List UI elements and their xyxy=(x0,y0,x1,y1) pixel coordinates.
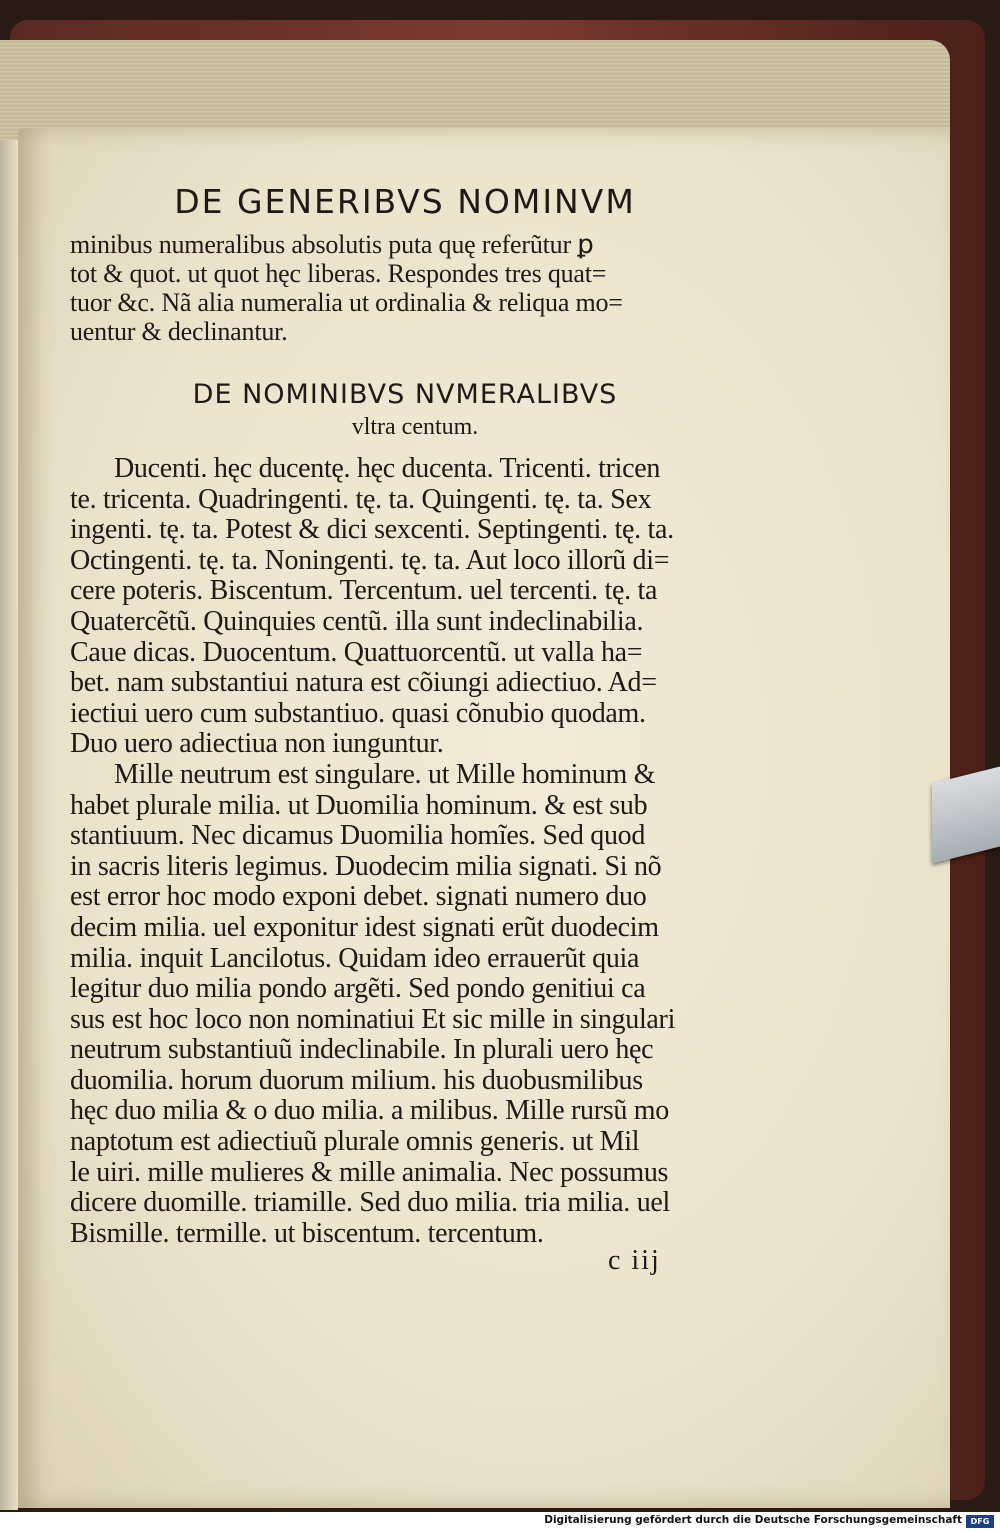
text-line: stantiuum. Nec dicamus Duomilia homĩes. Sed quod xyxy=(70,821,646,852)
dfg-logo-icon: DFG xyxy=(966,1515,994,1528)
page-clip xyxy=(932,767,1000,864)
footer-bar xyxy=(0,1512,1000,1531)
text-line: hęc duo milia & o duo milia. a milibus. Mille rursũ mo xyxy=(70,1096,669,1127)
intro-paragraph xyxy=(70,230,740,346)
text-line: Duo uero adiectiua non iunguntur. xyxy=(70,729,444,760)
text-line: dicere duomille. triamille. Sed duo milia. tria milia. uel xyxy=(70,1188,670,1219)
text-line: te. tricenta. Quadringenti. tę. ta. Quingenti. tę. ta. Sex xyxy=(70,484,652,515)
section-subtitle: vltra centum. xyxy=(351,414,479,440)
text-line: Mille neutrum est singulare. ut Mille hominum & xyxy=(114,759,656,790)
page-edges xyxy=(0,40,950,140)
section-title: DE NOMINIBVS NVMERALIBVS xyxy=(192,379,618,410)
text-line: Octingenti. tę. ta. Noningenti. tę. ta. Aut loco illorũ di= xyxy=(70,545,670,576)
text-line: naptotum est adiectiuũ plurale omnis generis. ut Mil xyxy=(70,1127,640,1158)
body-text xyxy=(70,454,740,1249)
signature-mark: c iij xyxy=(608,1245,661,1276)
text-line: legitur duo milia pondo argẽti. Sed pondo genitiui ca xyxy=(70,974,646,1005)
funding-credit: Digitalisierung gefördert durch die Deutsche Forschungsgemeinschaft xyxy=(544,1514,962,1526)
text-line: neutrum substantiuũ indeclinabile. In plurali uero hęc xyxy=(70,1035,654,1066)
text-line: ingenti. tę. ta. Potest & dici sexcenti. Septingenti. tę. ta. xyxy=(70,515,674,546)
text-line: Caue dicas. Duocentum. Quattuorcentũ. ut valla ha= xyxy=(70,637,643,668)
text-line: bet. nam substantiui natura est cõiungi adiectiuo. Ad= xyxy=(70,668,657,699)
text-line: tuor &c. Nã alia numeralia ut ordinalia & reliqua mo= xyxy=(70,288,623,317)
text-line: habet plurale milia. ut Duomilia hominum. & est sub xyxy=(70,790,648,821)
text-line: sus est hoc loco non nominatiui Et sic mille in singulari xyxy=(70,1004,676,1035)
text-line: tot & quot. ut quot hęc liberas. Respondes tres quat= xyxy=(70,259,607,288)
text-line: minibus numeralibus absolutis puta quę referũtur ꝑ xyxy=(70,230,594,259)
page-text xyxy=(70,180,740,1249)
text-line: Ducenti. hęc ducentę. hęc ducenta. Tricenti. tricen xyxy=(114,454,661,484)
text-line: le uiri. mille mulieres & mille animalia. Nec possumus xyxy=(70,1157,669,1188)
text-line: est error hoc modo exponi debet. signati numero duo xyxy=(70,882,647,913)
text-line: iectiui uero cum substantiuo. quasi cõnubio quodam. xyxy=(70,698,646,729)
facing-page-edge xyxy=(0,140,18,1510)
text-line: in sacris literis legimus. Duodecim milia signati. Si nõ xyxy=(70,851,662,882)
text-line: duomilia. horum duorum milium. his duobusmilibus xyxy=(70,1065,643,1096)
text-line: Quatercẽtũ. Quinquies centũ. illa sunt indeclinabilia. xyxy=(70,606,644,637)
text-line: milia. inquit Lancilotus. Quidam ideo errauerũt quia xyxy=(70,943,640,974)
text-line: uentur & declinantur. xyxy=(70,317,288,346)
text-line: cere poteris. Biscentum. Tercentum. uel tercenti. tę. ta xyxy=(70,576,658,607)
text-line: decim milia. uel exponitur idest signati erũt duodecim xyxy=(70,912,659,943)
text-line: Bismille. termille. ut biscentum. tercentum. xyxy=(70,1218,544,1249)
running-header: DE GENERIBVS NOMINVM xyxy=(174,182,636,221)
